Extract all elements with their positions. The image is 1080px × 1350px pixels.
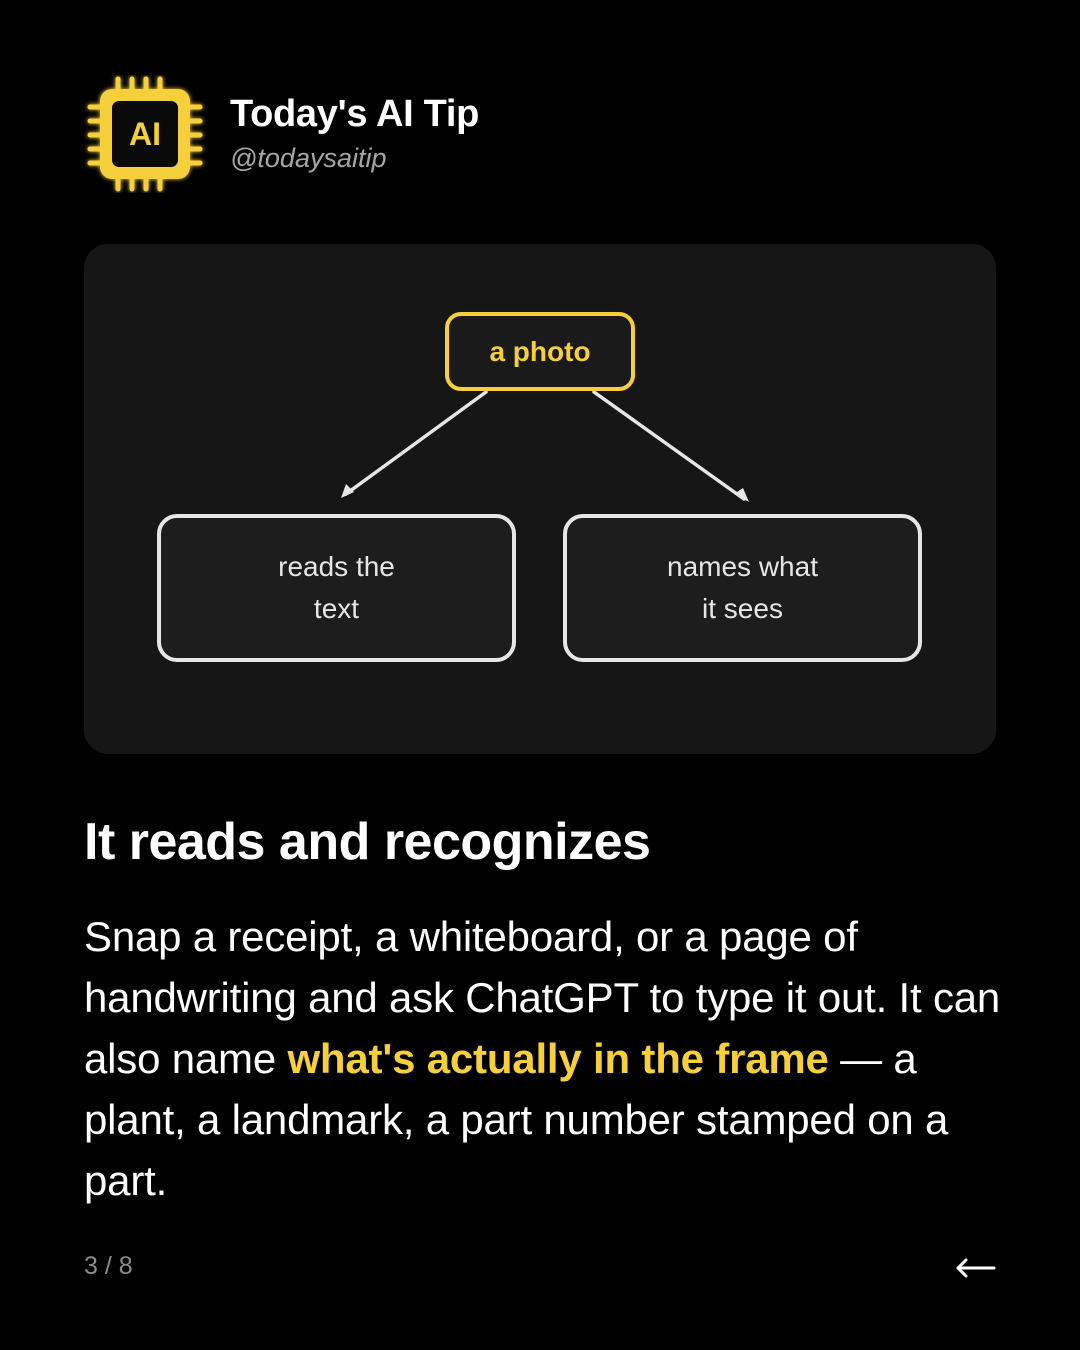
brand-name: Today's AI Tip	[230, 93, 480, 135]
body-part1: Snap a receipt, a whiteboard, or a page of handwriting and ask ChatGPT to type it out. It can also name	[84, 913, 1001, 1082]
body-part2: — a plant, a landmark, a part number stamped on a part.	[84, 1035, 949, 1204]
body-highlight: what's actually in the frame	[287, 1035, 829, 1082]
arrow-right	[594, 392, 744, 499]
body-paragraph	[84, 906, 1014, 1211]
ai-chip-logo	[84, 75, 206, 193]
arrowhead-right	[734, 488, 749, 502]
page-indicator: 3 / 8	[84, 1252, 133, 1280]
node-names-line1: names what	[667, 551, 818, 582]
brand-handle: @todaysaitip	[230, 143, 387, 173]
node-names-what-it-sees	[563, 514, 922, 662]
arrow-left-icon[interactable]	[954, 1254, 998, 1282]
node-reads-text	[157, 514, 516, 662]
diagram-panel	[84, 244, 996, 754]
node-reads-text-line1: reads the	[278, 551, 395, 582]
headline: It reads and recognizes	[84, 813, 651, 871]
header	[84, 75, 984, 193]
node-a-photo: a photo	[445, 312, 635, 391]
arrowhead-left	[341, 484, 354, 498]
logo-text: AI	[129, 116, 161, 152]
arrow-left	[346, 392, 486, 494]
node-reads-text-line2: text	[313, 593, 360, 624]
node-names-line2: it sees	[702, 593, 783, 624]
